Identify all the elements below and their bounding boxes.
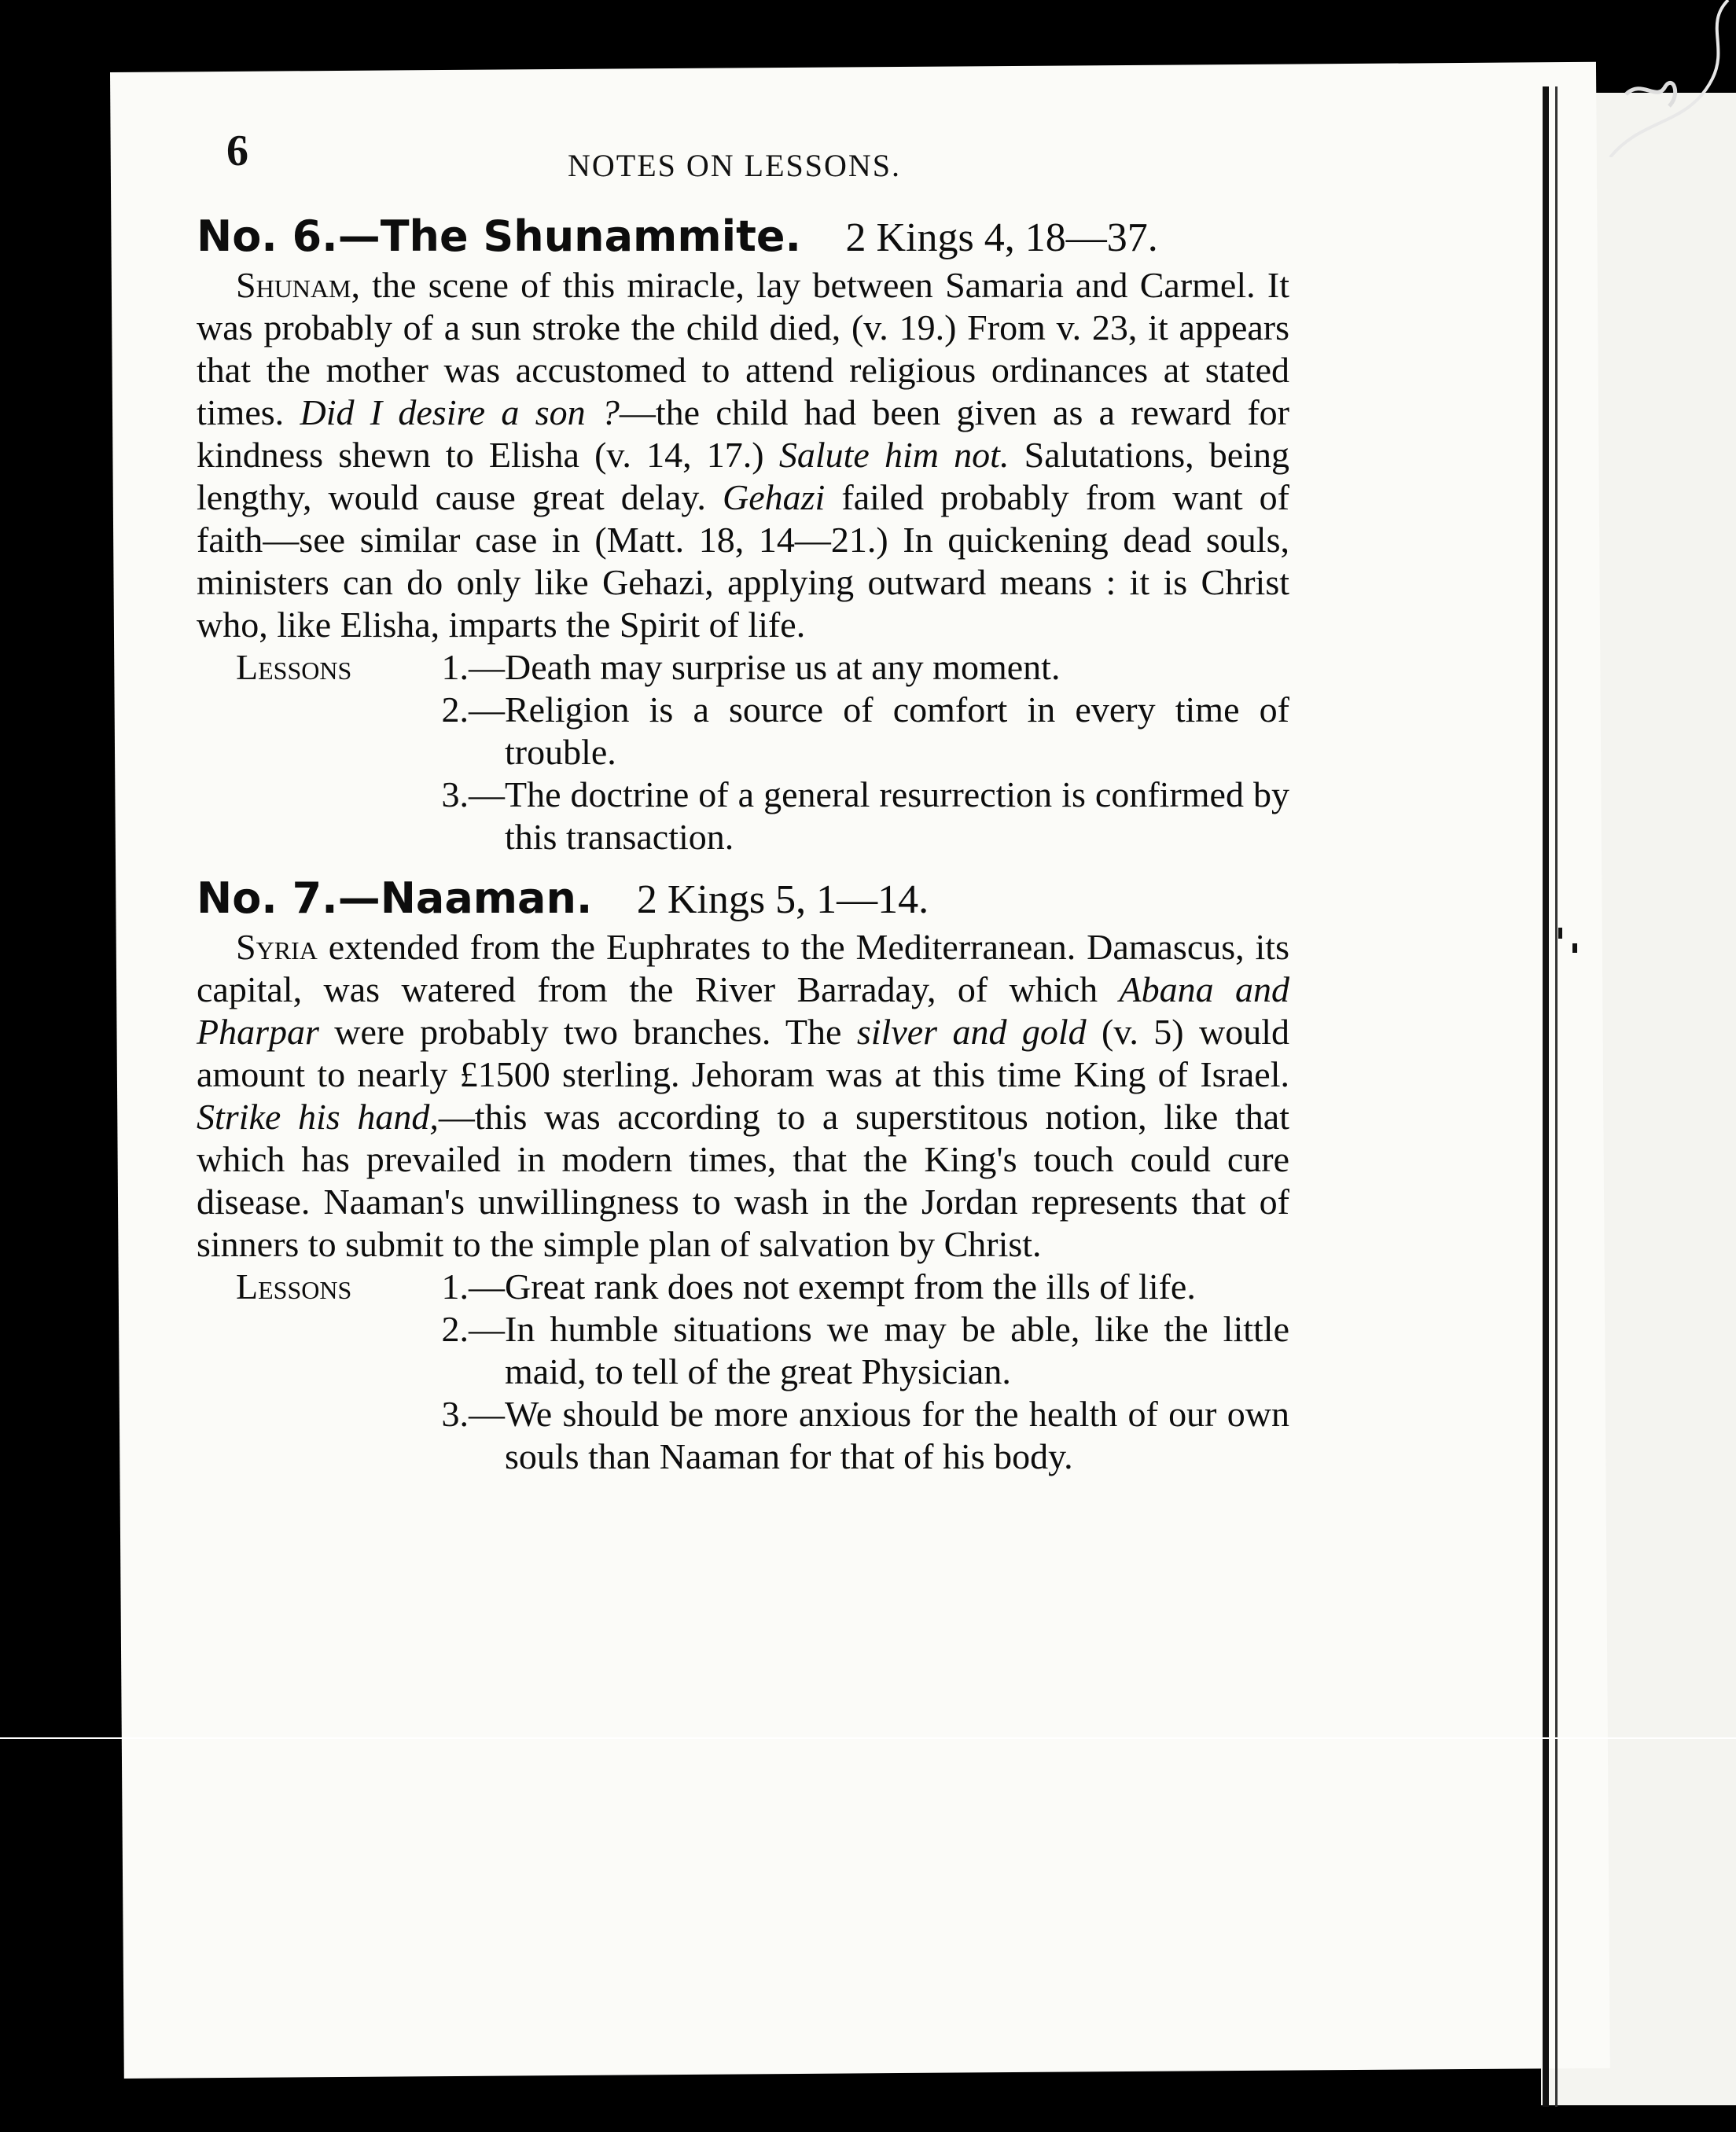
lessons-label	[197, 774, 440, 858]
lesson-number: 3.—	[441, 1394, 505, 1434]
paragraph-text-run: silver and gold	[856, 1012, 1087, 1052]
running-head-title: NOTES ON LESSONS.	[568, 148, 902, 183]
loose-thread-mark	[1594, 0, 1736, 157]
paragraph-text-run: Shunam	[236, 265, 351, 305]
paragraph-text-run: Salute him not.	[778, 435, 1010, 475]
lessons-label: Lessons	[236, 647, 352, 687]
lesson-text: Great rank does not exempt from the ills of life.	[505, 1266, 1196, 1307]
lesson-item	[197, 1308, 1289, 1393]
lesson-item	[197, 689, 1289, 774]
lesson-number: 3.—	[441, 774, 505, 814]
lesson-text: Death may surprise us at any moment.	[505, 647, 1061, 687]
paragraph-text-run: (v. 5) would amount to nearly £1500 sterling. Jehoram was at this time King of Israel.	[197, 1012, 1289, 1094]
lesson-number: 2.—	[441, 1309, 505, 1349]
lesson-item	[197, 646, 1289, 689]
lesson-number: 1.—	[441, 1266, 505, 1307]
paragraph-text-run: were probably two branches. The	[318, 1012, 857, 1052]
lessons-label	[197, 1308, 440, 1393]
lessons-label	[197, 1393, 440, 1478]
lesson-text: The doctrine of a general resurrection is confirmed by this transaction.	[505, 774, 1289, 857]
lesson-item	[197, 1393, 1289, 1478]
lesson-text: We should be more anxious for the health of our own souls than Naaman for that of his body.	[505, 1394, 1289, 1476]
lesson-item	[197, 1266, 1289, 1308]
section-heading-naaman	[197, 874, 1289, 924]
scripture-reference: 2 Kings 4, 18—37.	[845, 215, 1158, 260]
lesson-text: In humble situations we may be able, like the little maid, to tell of the great Physician.	[505, 1309, 1289, 1391]
lessons-label: Lessons	[236, 1266, 352, 1307]
paragraph-text-run: Gehazi	[723, 477, 826, 517]
section-number-title: No. 7.—Naaman.	[197, 873, 593, 923]
lesson-number: 1.—	[441, 647, 505, 687]
section-heading-shunammite	[197, 212, 1289, 263]
section-number-title: No. 6.—The Shunammite.	[197, 211, 802, 261]
paragraph-text-run: Strike his hand,	[197, 1097, 439, 1137]
scripture-reference: 2 Kings 5, 1—14.	[636, 877, 929, 922]
lesson-text: Religion is a source of comfort in every time of trouble.	[505, 689, 1289, 772]
paragraph-text-run: Did I desire a son ?	[300, 392, 620, 432]
lessons-list	[197, 1266, 1289, 1478]
lessons-list	[197, 646, 1289, 858]
section-paragraph	[197, 926, 1289, 1266]
paragraph-text-run: Syria	[236, 927, 318, 967]
scan-artifact-mark	[1572, 943, 1577, 953]
scan-artifact-mark	[1558, 928, 1562, 939]
lessons-label	[197, 689, 440, 774]
paragraph-text-run: extended from the Euphrates to the Mediterranean. Damascus, its capital, was watered from the River Barraday, of which	[197, 927, 1289, 1009]
paragraph-text-run: , the scene of this miracle, lay between Samaria and Carmel. It was probably of a sun stroke the child died, (v. 19.) From v. 23, it appears that the mother was accustomed to attend religious ordinances at stated times.	[197, 265, 1289, 432]
paragraph-text-run: Salutations, being lengthy, would cause great delay.	[197, 435, 1289, 517]
gutter-line	[1543, 86, 1549, 2107]
paragraph-text-run: —the child had been given as a reward for kindness shewn to Elisha (v. 14, 17.)	[197, 392, 1289, 475]
page-number: 6	[226, 127, 248, 175]
paragraph-text-run: failed probably from want of faith—see similar case in (Matt. 18, 14—21.) In quickening dead souls, ministers can do only like Gehazi, applying outward means : it is Christ who, like Elisha, imparts the Spirit of life.	[197, 477, 1289, 645]
lesson-item	[197, 774, 1289, 858]
gutter-line-secondary	[1555, 86, 1558, 2107]
section-paragraph	[197, 264, 1289, 646]
page-content	[197, 212, 1289, 1494]
paragraph-text-run: —this was according to a superstitous notion, like that which has prevailed in modern times, that the King's touch could cure disease. Naaman's unwillingness to wash in the Jordan represents that of sinners to submit to the simple plan of salvation by Christ.	[197, 1097, 1290, 1264]
paragraph-text-run: Abana and Pharpar	[197, 969, 1289, 1052]
scan-artifact-mark	[0, 1737, 1736, 1739]
lesson-number: 2.—	[441, 689, 505, 730]
